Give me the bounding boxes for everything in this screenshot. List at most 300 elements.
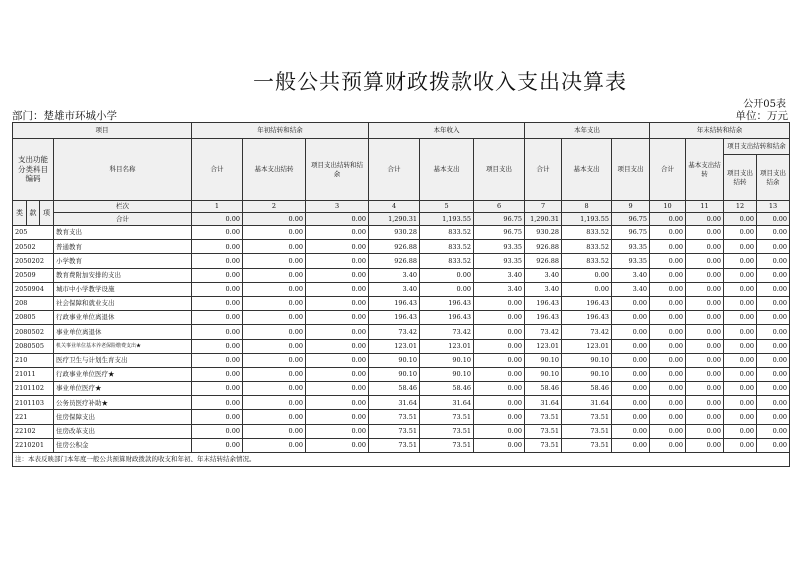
header-expend: 本年支出 [525,123,650,139]
header-closing-total: 合计 [650,139,686,201]
header-closing: 年末结转和结余 [650,123,790,139]
row-value: 31.64 [562,396,612,410]
row-value: 73.51 [562,438,612,452]
table-row [13,339,790,353]
row-value: 0.00 [474,410,525,424]
row-value: 196.43 [562,311,612,325]
row-value: 0.00 [686,438,724,452]
row-value: 0.00 [243,325,306,339]
header-closing-basic: 基本支出结转 [686,139,724,201]
row-value: 0.00 [724,282,757,296]
header-closing-project-surplus: 项目支出结余 [757,155,790,201]
row-value: 90.10 [420,367,474,381]
row-value: 926.88 [369,240,420,254]
table-row [13,268,790,282]
total-cell: 0.00 [724,213,757,226]
row-value: 90.10 [420,353,474,367]
row-value: 0.00 [306,438,369,452]
table-row [13,311,790,325]
row-value: 0.00 [724,240,757,254]
row-value: 0.00 [306,424,369,438]
total-cell: 1,193.55 [420,213,474,226]
row-value: 0.00 [757,325,790,339]
table-row [13,296,790,310]
total-cell: 0.00 [192,213,243,226]
row-value: 0.00 [474,339,525,353]
row-value: 90.10 [525,353,562,367]
total-cell: 0.00 [757,213,790,226]
total-cell: 96.75 [612,213,650,226]
row-value: 0.00 [306,282,369,296]
row-value: 0.00 [306,240,369,254]
table-row [13,282,790,296]
row-value: 73.51 [420,424,474,438]
row-value: 926.88 [525,240,562,254]
col-number: 12 [724,201,757,213]
row-value: 0.00 [306,226,369,240]
row-value: 90.10 [369,367,420,381]
row-value: 0.00 [650,424,686,438]
row-code: 2050202 [13,254,54,268]
row-value: 0.00 [724,254,757,268]
row-value: 196.43 [369,296,420,310]
row-subject-name: 教育支出 [54,226,192,240]
header-opening-basic: 基本支出结转 [243,139,306,201]
row-value: 0.00 [757,424,790,438]
row-value: 96.75 [612,226,650,240]
form-number: 公开05表 [743,99,786,110]
row-code: 22102 [13,424,54,438]
row-value: 0.00 [650,226,686,240]
header-item: 项目 [13,123,192,139]
row-value: 0.00 [243,424,306,438]
row-value: 90.10 [562,353,612,367]
header-xiang: 项 [40,201,54,226]
row-value: 0.00 [757,396,790,410]
table-row [13,240,790,254]
table-row [13,226,790,240]
row-value: 0.00 [757,282,790,296]
row-value: 93.35 [612,240,650,254]
row-value: 0.00 [612,353,650,367]
row-value: 0.00 [686,382,724,396]
row-value: 0.00 [306,410,369,424]
table-row [13,353,790,367]
row-value: 0.00 [612,367,650,381]
row-value: 123.01 [420,339,474,353]
row-value: 926.88 [369,254,420,268]
row-subject-name: 住房改革支出 [54,424,192,438]
row-subject-name: 普通教育 [54,240,192,254]
row-code: 20502 [13,240,54,254]
row-value: 58.46 [420,382,474,396]
row-value: 0.00 [474,382,525,396]
header-expend-total: 合计 [525,139,562,201]
row-subject-name: 住房公积金 [54,438,192,452]
row-value: 0.00 [650,282,686,296]
row-value: 58.46 [369,382,420,396]
row-value: 0.00 [724,339,757,353]
row-subject-name: 住房保障支出 [54,410,192,424]
row-value: 0.00 [192,367,243,381]
row-value: 0.00 [724,410,757,424]
row-value: 0.00 [306,296,369,310]
row-value: 833.52 [420,240,474,254]
row-value: 0.00 [724,353,757,367]
row-value: 0.00 [686,367,724,381]
row-value: 833.52 [562,226,612,240]
total-cell: 96.75 [474,213,525,226]
row-value: 58.46 [525,382,562,396]
col-number: 7 [525,201,562,213]
row-value: 3.40 [525,282,562,296]
row-value: 0.00 [724,325,757,339]
row-value: 196.43 [420,296,474,310]
table-row [13,367,790,381]
row-value: 73.42 [369,325,420,339]
row-value: 73.51 [525,438,562,452]
row-value: 0.00 [192,325,243,339]
row-value: 0.00 [243,382,306,396]
row-subject-name: 事业单位医疗★ [54,382,192,396]
row-value: 196.43 [525,296,562,310]
row-value: 833.52 [420,254,474,268]
row-value: 0.00 [243,296,306,310]
row-value: 0.00 [650,311,686,325]
row-value: 0.00 [686,254,724,268]
row-value: 930.28 [525,226,562,240]
row-value: 73.51 [420,410,474,424]
header-closing-project: 项目支出结转和结余 [724,139,790,155]
row-subject-name: 社会保障和就业支出 [54,296,192,310]
row-code: 210 [13,353,54,367]
row-code: 208 [13,296,54,310]
row-value: 196.43 [562,296,612,310]
row-value: 0.00 [243,438,306,452]
row-value: 0.00 [474,296,525,310]
row-subject-name: 行政事业单位医疗★ [54,367,192,381]
row-value: 0.00 [724,382,757,396]
col-number: 1 [192,201,243,213]
row-value: 73.42 [420,325,474,339]
row-value: 73.51 [525,410,562,424]
row-value: 0.00 [192,339,243,353]
department-label: 部门：楚雄市环城小学 [12,110,117,122]
row-value: 73.51 [420,438,474,452]
row-value: 0.00 [724,268,757,282]
row-value: 0.00 [757,240,790,254]
total-cell: 1,290.31 [525,213,562,226]
row-value: 0.00 [724,226,757,240]
total-cell: 1,193.55 [562,213,612,226]
row-value: 0.00 [192,353,243,367]
row-value: 3.40 [474,282,525,296]
row-value: 3.40 [612,282,650,296]
row-value: 0.00 [724,396,757,410]
budget-table [12,122,790,467]
row-value: 0.00 [306,396,369,410]
row-value: 0.00 [243,311,306,325]
table-note: 注：本表反映部门本年度一般公共预算财政拨款的收支和年初、年末结转结余情况。 [13,453,790,467]
row-subject-name: 公务员医疗补助★ [54,396,192,410]
row-value: 0.00 [757,311,790,325]
row-value: 0.00 [686,339,724,353]
header-expend-basic: 基本支出 [562,139,612,201]
row-value: 73.51 [562,424,612,438]
row-value: 0.00 [243,226,306,240]
row-value: 0.00 [724,311,757,325]
row-value: 0.00 [686,353,724,367]
row-value: 123.01 [369,339,420,353]
row-value: 3.40 [369,268,420,282]
row-value: 196.43 [369,311,420,325]
col-number: 8 [562,201,612,213]
row-value: 73.51 [369,424,420,438]
row-value: 0.00 [686,268,724,282]
row-subject-name: 行政事业单位离退休 [54,311,192,325]
row-value: 3.40 [369,282,420,296]
row-code: 221 [13,410,54,424]
table-row [13,325,790,339]
header-expend-project: 项目支出 [612,139,650,201]
row-value: 0.00 [192,240,243,254]
row-value: 0.00 [306,339,369,353]
row-code: 2210201 [13,438,54,452]
row-value: 90.10 [369,353,420,367]
col-number: 5 [420,201,474,213]
row-value: 0.00 [243,353,306,367]
row-value: 0.00 [612,382,650,396]
header-income: 本年收入 [369,123,525,139]
row-value: 0.00 [306,311,369,325]
row-value: 0.00 [474,325,525,339]
row-value: 930.28 [369,226,420,240]
row-value: 0.00 [757,410,790,424]
row-subject-name: 小学教育 [54,254,192,268]
row-value: 0.00 [243,268,306,282]
row-value: 73.42 [525,325,562,339]
row-value: 0.00 [192,410,243,424]
row-value: 0.00 [650,240,686,254]
row-value: 0.00 [757,353,790,367]
row-value: 0.00 [612,424,650,438]
header-income-basic: 基本支出 [420,139,474,201]
row-value: 0.00 [192,268,243,282]
row-value: 0.00 [612,311,650,325]
row-value: 58.46 [562,382,612,396]
row-subject-name: 城市中小学教学设施 [54,282,192,296]
row-value: 0.00 [243,240,306,254]
row-code: 2080505 [13,339,54,353]
row-value: 0.00 [686,282,724,296]
row-value: 0.00 [192,396,243,410]
col-number: 6 [474,201,525,213]
row-value: 0.00 [724,296,757,310]
col-number: 13 [757,201,790,213]
row-code: 2080502 [13,325,54,339]
row-value: 90.10 [525,367,562,381]
row-value: 123.01 [562,339,612,353]
total-cell: 0.00 [686,213,724,226]
row-value: 0.00 [612,410,650,424]
row-value: 0.00 [757,254,790,268]
row-value: 0.00 [650,353,686,367]
col-number: 9 [612,201,650,213]
report-title: 一般公共预算财政拨款收入支出决算表 [253,70,627,94]
row-subject-name: 医疗卫生与计划生育支出 [54,353,192,367]
row-value: 0.00 [650,396,686,410]
row-value: 0.00 [757,296,790,310]
row-value: 93.35 [612,254,650,268]
header-kuan: 款 [27,201,40,226]
row-code: 2101103 [13,396,54,410]
row-value: 0.00 [650,296,686,310]
table-row [13,410,790,424]
row-value: 0.00 [757,339,790,353]
row-value: 0.00 [474,396,525,410]
row-value: 0.00 [724,367,757,381]
col-number: 11 [686,201,724,213]
header-opening-project: 项目支出结转和结余 [306,139,369,201]
table-row [13,254,790,268]
header-closing-project-carry: 项目支出结转 [724,155,757,201]
row-value: 93.35 [474,254,525,268]
row-value: 0.00 [192,311,243,325]
total-cell: 0.00 [650,213,686,226]
row-value: 0.00 [724,424,757,438]
row-code: 20805 [13,311,54,325]
row-value: 0.00 [724,438,757,452]
row-value: 0.00 [474,367,525,381]
row-value: 0.00 [306,325,369,339]
row-value: 196.43 [420,311,474,325]
row-value: 0.00 [243,410,306,424]
row-value: 0.00 [612,339,650,353]
row-value: 0.00 [686,311,724,325]
row-value: 0.00 [612,325,650,339]
row-value: 0.00 [686,396,724,410]
col-number: 10 [650,201,686,213]
row-value: 0.00 [562,282,612,296]
row-subject-name: 事业单位离退休 [54,325,192,339]
row-value: 0.00 [612,438,650,452]
row-value: 0.00 [757,382,790,396]
row-value: 3.40 [525,268,562,282]
row-value: 31.64 [525,396,562,410]
row-value: 96.75 [474,226,525,240]
row-value: 90.10 [562,367,612,381]
total-cell: 0.00 [306,213,369,226]
row-value: 0.00 [243,282,306,296]
row-code: 2050904 [13,282,54,296]
row-value: 0.00 [243,254,306,268]
row-value: 0.00 [757,438,790,452]
row-value: 0.00 [306,353,369,367]
header-lanci: 栏次 [54,201,192,213]
row-value: 0.00 [686,296,724,310]
row-value: 3.40 [474,268,525,282]
row-value: 926.88 [525,254,562,268]
row-value: 3.40 [612,268,650,282]
row-value: 0.00 [192,438,243,452]
total-cell: 0.00 [243,213,306,226]
unit-label: 单位：万元 [735,110,788,122]
row-value: 0.00 [243,367,306,381]
table-row [13,382,790,396]
row-code: 20509 [13,268,54,282]
row-value: 0.00 [612,396,650,410]
row-code: 2101102 [13,382,54,396]
col-number: 3 [306,201,369,213]
row-value: 123.01 [525,339,562,353]
row-value: 73.51 [369,410,420,424]
table-row [13,424,790,438]
row-value: 0.00 [192,424,243,438]
row-value: 73.51 [562,410,612,424]
row-value: 0.00 [686,240,724,254]
header-income-total: 合计 [369,139,420,201]
row-subject-name: 教育费附加安排的支出 [54,268,192,282]
row-value: 31.64 [420,396,474,410]
row-value: 0.00 [306,254,369,268]
row-value: 0.00 [306,268,369,282]
header-func-code: 支出功能分类科目编码 [13,139,54,201]
row-value: 93.35 [474,240,525,254]
row-value: 833.52 [562,240,612,254]
row-value: 73.51 [525,424,562,438]
total-cell: 1,290.31 [369,213,420,226]
row-value: 0.00 [306,367,369,381]
row-value: 73.42 [562,325,612,339]
row-value: 0.00 [474,353,525,367]
row-subject-name: 机关事业单位基本养老保险缴费支出★ [54,339,192,353]
row-value: 0.00 [192,296,243,310]
row-value: 0.00 [686,424,724,438]
row-value: 833.52 [420,226,474,240]
row-value: 0.00 [192,282,243,296]
row-value: 0.00 [686,226,724,240]
row-value: 0.00 [650,339,686,353]
row-value: 0.00 [650,410,686,424]
row-value: 0.00 [686,325,724,339]
row-value: 0.00 [243,339,306,353]
table-row [13,438,790,452]
row-value: 0.00 [650,382,686,396]
row-value: 0.00 [757,367,790,381]
row-value: 31.64 [369,396,420,410]
row-value: 0.00 [192,382,243,396]
row-value: 0.00 [420,282,474,296]
row-value: 0.00 [650,254,686,268]
header-opening: 年初结转和结余 [192,123,369,139]
col-number: 2 [243,201,306,213]
row-value: 0.00 [243,396,306,410]
row-value: 0.00 [562,268,612,282]
row-value: 0.00 [420,268,474,282]
row-value: 0.00 [612,296,650,310]
col-number: 4 [369,201,420,213]
row-value: 0.00 [650,438,686,452]
row-value: 0.00 [474,438,525,452]
table-row [13,396,790,410]
row-value: 196.43 [525,311,562,325]
row-value: 0.00 [686,410,724,424]
row-value: 73.51 [369,438,420,452]
header-subject-name: 科目名称 [54,139,192,201]
row-value: 0.00 [306,382,369,396]
row-code: 21011 [13,367,54,381]
row-value: 0.00 [650,268,686,282]
